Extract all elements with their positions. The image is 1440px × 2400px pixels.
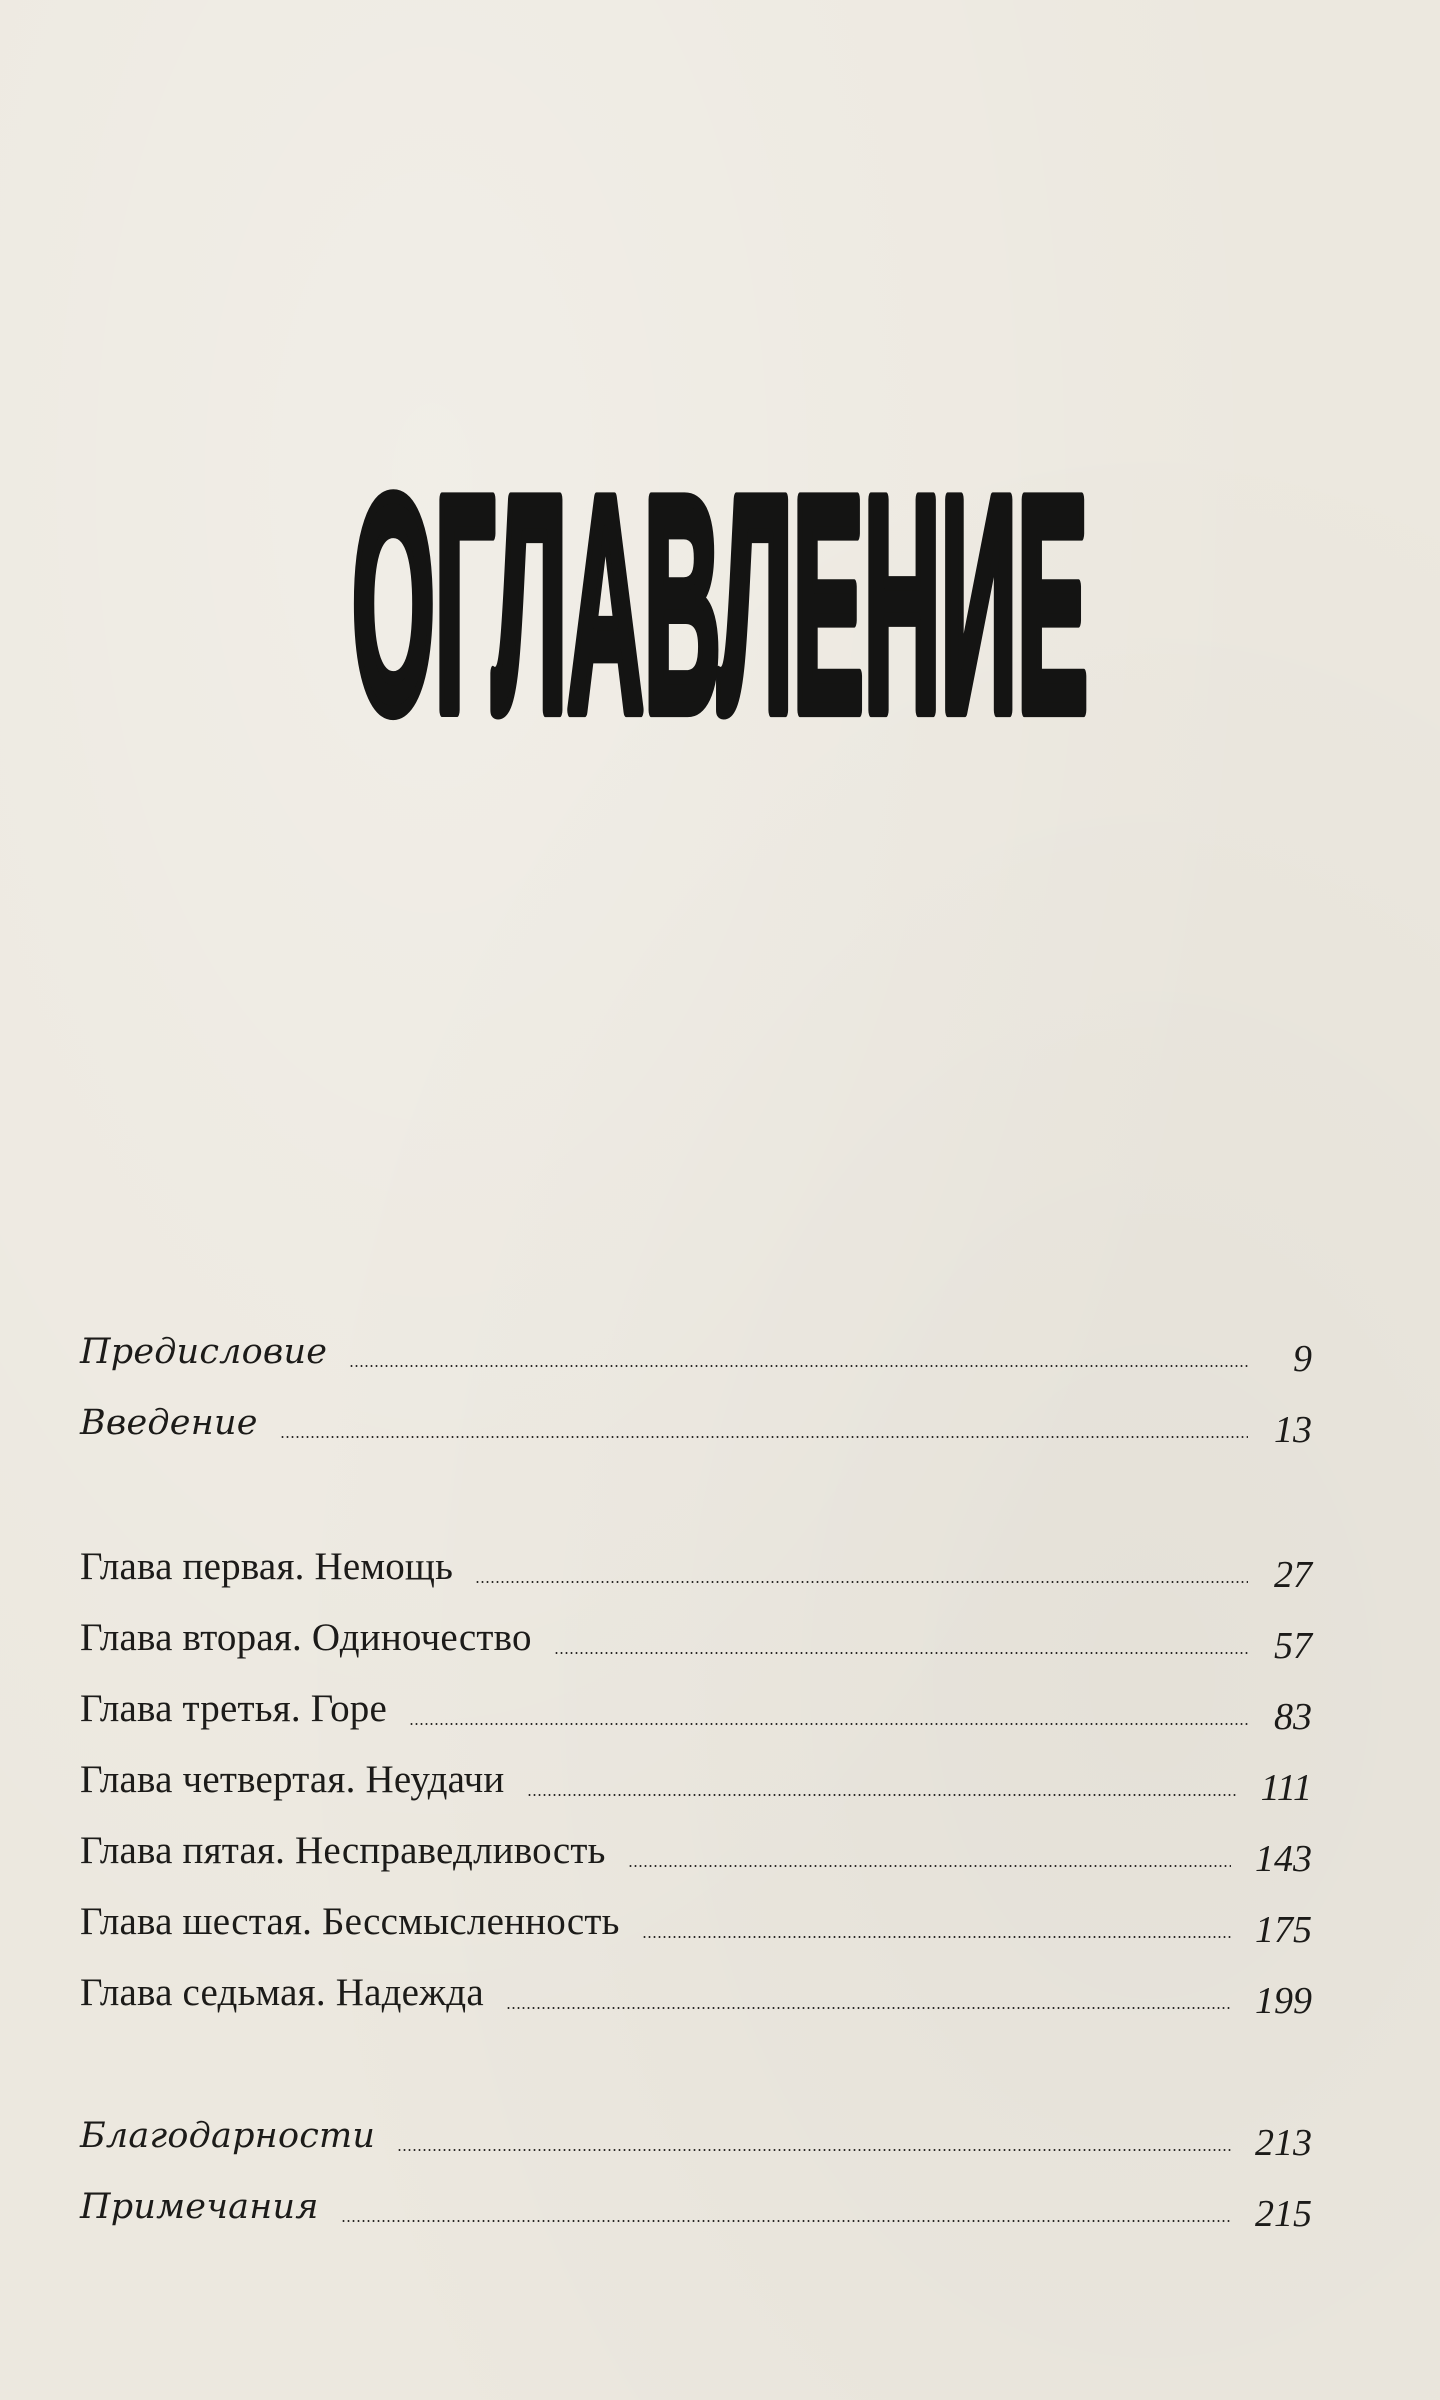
toc-entry-chapter-5[interactable] [80, 1810, 1312, 1880]
dot-leader [506, 2007, 1231, 2009]
toc-entry-label: Благодарности [80, 2116, 376, 2156]
contents-heading-text: ОГЛАВЛЕНИЕ [351, 434, 1088, 776]
toc-entry-label: Примечания [80, 2187, 319, 2227]
dot-leader [642, 1936, 1231, 1938]
toc-entry-label: Глава седьмая. Надежда [80, 1971, 484, 2014]
toc-entry-chapter-3[interactable] [80, 1668, 1312, 1738]
dot-leader [397, 2149, 1231, 2151]
dot-leader [527, 1794, 1237, 1796]
toc-entry-chapter-1[interactable] [80, 1526, 1312, 1596]
toc-entry-chapter-2[interactable] [80, 1597, 1312, 1667]
toc-page-number: 27 [1274, 1554, 1312, 1596]
toc-page-number: 215 [1255, 2193, 1312, 2235]
toc-page-number: 111 [1260, 1767, 1312, 1809]
toc-entry-label: Глава пятая. Несправедливость [80, 1829, 606, 1872]
toc-page-number: 213 [1255, 2122, 1312, 2164]
dot-leader [280, 1436, 1248, 1438]
toc-entry-label: Глава шестая. Бессмысленность [80, 1900, 620, 1943]
toc-entry-chapter-6[interactable] [80, 1881, 1312, 1951]
toc-entry-label: Глава первая. Немощь [80, 1545, 454, 1588]
toc-page-number: 57 [1274, 1625, 1312, 1667]
toc-page-number: 175 [1255, 1909, 1312, 1951]
toc-entry-label: Глава третья. Горе [80, 1687, 387, 1730]
dot-leader [628, 1865, 1231, 1867]
toc-page-number: 13 [1274, 1409, 1312, 1451]
toc-page-number: 9 [1293, 1338, 1312, 1380]
toc-entry-label: Глава четвертая. Неудачи [80, 1758, 505, 1801]
dot-leader [349, 1365, 1248, 1367]
toc-entry-acknowledgements[interactable] [80, 2094, 1312, 2164]
toc-page-number: 199 [1255, 1980, 1312, 2022]
toc-entry-chapter-4[interactable] [80, 1739, 1312, 1809]
toc-page-number: 143 [1255, 1838, 1312, 1880]
toc-page-number: 83 [1274, 1696, 1312, 1738]
dot-leader [341, 2220, 1231, 2222]
toc-entry-label: Введение [80, 1403, 258, 1443]
toc-entry-label: Предисловие [80, 1332, 328, 1372]
dot-leader [554, 1652, 1248, 1654]
toc-entry-preface[interactable] [80, 1310, 1312, 1380]
toc-entry-notes[interactable] [80, 2165, 1312, 2235]
toc-entry-introduction[interactable] [80, 1381, 1312, 1451]
dot-leader [409, 1723, 1248, 1725]
toc-entry-label: Глава вторая. Одиночество [80, 1616, 532, 1659]
toc-entry-chapter-7[interactable] [80, 1952, 1312, 2022]
dot-leader [475, 1581, 1248, 1583]
